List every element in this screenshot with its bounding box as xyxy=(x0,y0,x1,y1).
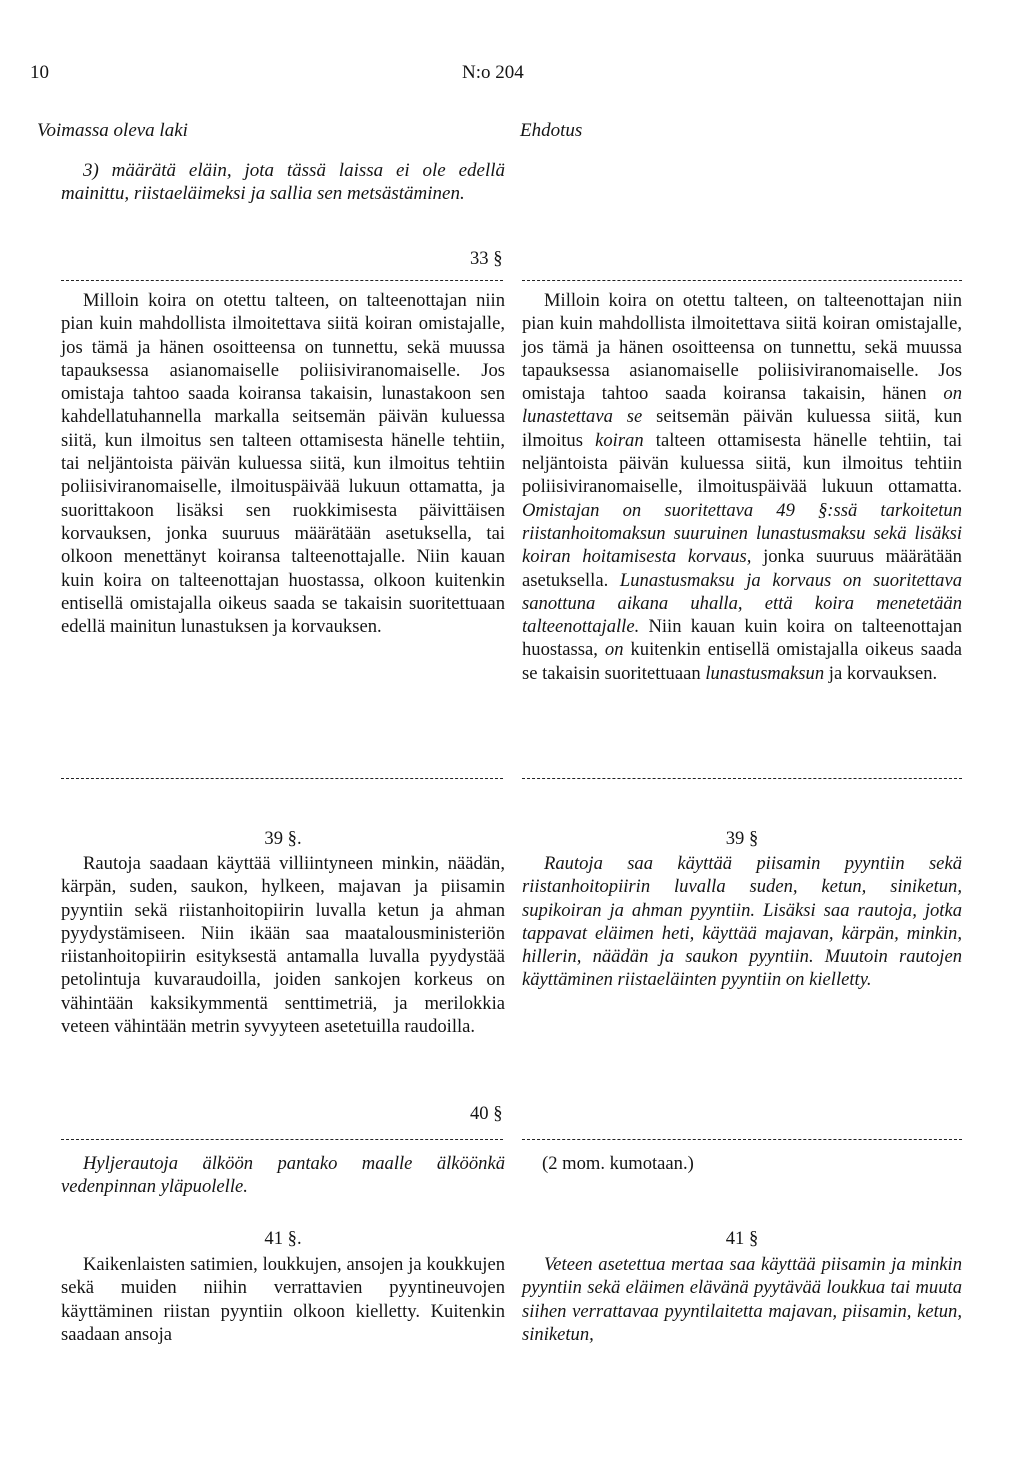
omission-dashes-left-1 xyxy=(61,280,503,281)
section-33-number: 33 § xyxy=(470,248,503,269)
current-law-section-41-text: Kaikenlaisten satimien, loukkujen, ansojen ja koukkujen sekä muiden niihin verrattavien pyyntineuvojen käyttäminen riistan pyyntiin olkoon kielletty. Kuitenkin saadaan ansoja xyxy=(61,1254,505,1345)
proposal-section-33-text: Milloin koira on otettu talteen, on talteenottajan niin pian kuin mahdollista ilmoitettava siitä koiran omistajalle, jos tämä ja hänen osoitteensa on tunnettu, sekä muussa tapauksessa asianomaiselle poliisiviranomaiselle. Jos omistaja tahtoo saada koiransa takaisin, hänen on lunastettava se seitsemän päivän kuluessa siitä, kun ilmoitus koiran talteen ottamisesta hänelle tehtiin, tai neljäntoista päivän kuluessa siitä, kun ilmoitus tehtiin poliisiviranomaiselle, ilmoituspäivää lukuun ottamatta. Omistajan on suoritettava 49 §:ssä tarkoitetun riistanhoitomaksun suuruinen lunastusmaksu sekä lisäksi koiran hoitamisesta korvaus, jonka suuruus määrätään asetuksella. Lunastusmaksu ja korvaus on suoritettava sanottuna aikana uhalla, että koira menetetään talteenottajalle. Niin kauan kuin koira on talteenottajan huostassa, on kuitenkin entisellä omistajalla oikeus saada se takaisin suoritettuaan lunastusmaksun ja korvauksen. xyxy=(522,290,963,684)
proposal-section-41-text: Veteen asetettua mertaa saa käyttää piisamin ja minkin pyyntiin sekä eläimen elävänä pyytävää loukkua tai muuta siihen verrattavaa pyyntilaitetta majavan, piisamin, ketun, siniketun, xyxy=(522,1254,962,1345)
current-law-section-39-text: Rautoja saadaan käyttää villiintyneen minkin, näädän, kärpän, suden, saukon, hylkeen, majavan ja piisamin pyyntiin sekä riistanhoitopiirin luvalla ketun ja ahman pyydystämiseen. Niin ikään saa maatalousministeriön riistanhoitopiirin esityksestä antamalla luvalla pyydystää petolintuja kuvaraudoilla, joiden sankojen korkeus on vähintään kaksikymmentä senttimetriä, ja merilokkia veteen vähintään metrin syvyyteen asetetuilla raudoilla. xyxy=(61,853,505,1038)
left-column-heading: Voimassa oleva laki xyxy=(37,120,188,141)
current-law-section-33-text: Milloin koira on otettu talteen, on talteenottajan niin pian kuin mahdollista ilmoitettava siitä koiran omistajalle, jos tämä ja hänen osoitteensa on tunnettu, sekä muussa tapauksessa asianomaiselle poliisiviranomaiselle. Jos omistaja tahtoo saada koiransa takaisin, lunastakoon sen kahdellatuhannella markalla seitsemän päivän kuluessa siitä, kun ilmoitus sen talteen ottamisesta hänelle tehtiin, tai neljäntoista päivän kuluessa siitä, kun ilmoitus tehtiin poliisiviranomaiselle, ilmoituspäivää lukuun ottamatta, ja suorittakoon lisäksi sen ruokkimisesta päivittäisen korvauksen, jonka suuruus määrätään asetuksella, tai olkoon menettänyt koiransa talteenottajalle. Niin kauan kuin koira on talteenottajan huostassa, olkoon kuitenkin entisellä omistajalla oikeus saada se takaisin suoritettuaan edellä mainitun lunastuksen ja korvauksen. xyxy=(61,290,505,638)
omission-dashes-right-1 xyxy=(522,280,962,281)
current-law-section-40-text: Hyljerautoja älköön pantako maalle älköönkä vedenpinnan yläpuolelle. xyxy=(61,1153,505,1198)
current-law-section-41-number: 41 §. xyxy=(264,1228,302,1249)
proposal-section-39-text: Rautoja saa käyttää piisamin pyyntiin sekä riistanhoitopiirin luvalla suden, ketun, siniketun, supikoiran ja ahman pyyntiin. Lisäksi saa rautoja, jotka tappavat eläimen heti, käyttää majavan, kärpän, minkin, hillerin, näädän ja saukon pyyntiin. Muutoin rautojen käyttäminen riistaeläinten pyyntiin on kielletty. xyxy=(522,853,962,991)
current-law-section-39-number: 39 §. xyxy=(264,828,302,849)
proposal-section-41-number: 41 § xyxy=(725,1228,759,1249)
omission-dashes-left-3 xyxy=(61,1139,503,1140)
omission-dashes-right-2 xyxy=(522,778,962,779)
omission-dashes-right-3 xyxy=(522,1139,962,1140)
omission-dashes-left-2 xyxy=(61,778,503,779)
proposal-section-39-number: 39 § xyxy=(725,828,759,849)
right-column-heading: Ehdotus xyxy=(520,120,583,141)
document-number: N:o 204 xyxy=(462,62,524,83)
section-40-number: 40 § xyxy=(470,1103,503,1124)
current-law-item-3: 3) määrätä eläin, jota tässä laissa ei ole edellä mainittu, riistaeläimeksi ja sallia sen metsästäminen. xyxy=(61,160,505,205)
proposal-section-40-text: (2 mom. kumotaan.) xyxy=(542,1153,694,1174)
page-number: 10 xyxy=(30,62,49,83)
